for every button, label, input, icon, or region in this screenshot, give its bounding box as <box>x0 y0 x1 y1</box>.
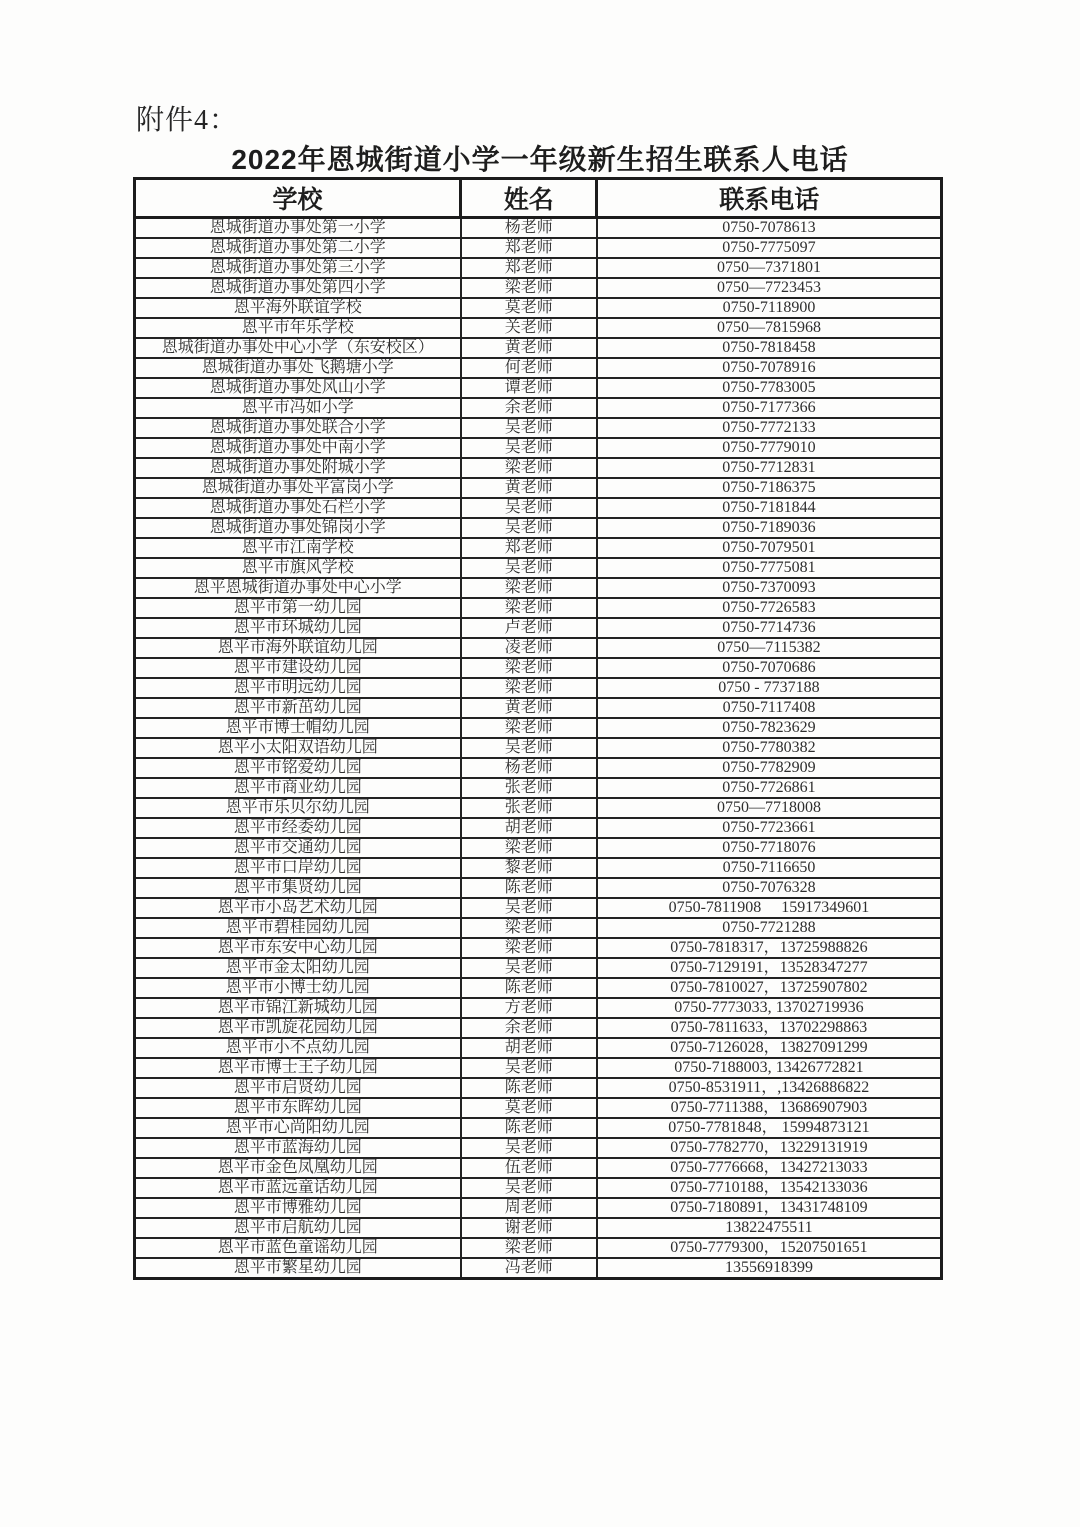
table-row <box>135 938 942 958</box>
table-row <box>135 318 942 338</box>
name-cell: 郑老师 <box>461 538 597 558</box>
school-cell: 恩城街道办事处平富岗小学 <box>135 478 461 498</box>
phone-cell: 0750-7726583 <box>597 598 942 618</box>
name-cell: 莫老师 <box>461 298 597 318</box>
phone-cell: 0750—7718008 <box>597 798 942 818</box>
table-row <box>135 1038 942 1058</box>
name-cell: 张老师 <box>461 778 597 798</box>
name-cell: 卢老师 <box>461 618 597 638</box>
table-row <box>135 1058 942 1078</box>
school-cell: 恩平市东安中心幼儿园 <box>135 938 461 958</box>
school-cell: 恩平市蓝色童谣幼儿园 <box>135 1238 461 1258</box>
name-cell: 吴老师 <box>461 1178 597 1198</box>
name-cell: 周老师 <box>461 1198 597 1218</box>
phone-cell: 0750-7721288 <box>597 918 942 938</box>
school-cell: 恩城街道办事处附城小学 <box>135 458 461 478</box>
table-row <box>135 1258 942 1279</box>
table-row <box>135 698 942 718</box>
school-cell: 恩平市博士王子幼儿园 <box>135 1058 461 1078</box>
phone-cell: 0750-7116650 <box>597 858 942 878</box>
phone-cell: 0750-7779010 <box>597 438 942 458</box>
school-cell: 恩平市小不点幼儿园 <box>135 1038 461 1058</box>
phone-cell: 0750-7177366 <box>597 398 942 418</box>
phone-cell: 0750-7823629 <box>597 718 942 738</box>
name-cell: 胡老师 <box>461 1038 597 1058</box>
name-cell: 谭老师 <box>461 378 597 398</box>
name-cell: 黄老师 <box>461 338 597 358</box>
table-row <box>135 378 942 398</box>
name-cell: 吴老师 <box>461 898 597 918</box>
phone-cell: 0750-7079501 <box>597 538 942 558</box>
school-cell: 恩平市交通幼儿园 <box>135 838 461 858</box>
phone-cell: 0750—7815968 <box>597 318 942 338</box>
school-cell: 恩平市明远幼儿园 <box>135 678 461 698</box>
school-cell: 恩平小太阳双语幼儿园 <box>135 738 461 758</box>
name-cell: 莫老师 <box>461 1098 597 1118</box>
phone-cell: 0750-7118900 <box>597 298 942 318</box>
school-cell: 恩平市锦江新城幼儿园 <box>135 998 461 1018</box>
name-cell: 梁老师 <box>461 458 597 478</box>
phone-cell: 0750-7782770，13229131919 <box>597 1138 942 1158</box>
name-cell: 胡老师 <box>461 818 597 838</box>
phone-cell: 0750-7775081 <box>597 558 942 578</box>
phone-cell: 0750-7811633，13702298863 <box>597 1018 942 1038</box>
phone-cell: 0750-7776668，13427213033 <box>597 1158 942 1178</box>
school-cell: 恩平市年乐学校 <box>135 318 461 338</box>
table-row <box>135 258 942 278</box>
name-cell: 梁老师 <box>461 1238 597 1258</box>
name-cell: 郑老师 <box>461 258 597 278</box>
school-cell: 恩平市江南学校 <box>135 538 461 558</box>
phone-cell: 0750-7783005 <box>597 378 942 398</box>
table-row <box>135 558 942 578</box>
phone-cell: 0750-7189036 <box>597 518 942 538</box>
name-cell: 吴老师 <box>461 498 597 518</box>
table-row <box>135 598 942 618</box>
table-row <box>135 398 942 418</box>
phone-cell: 0750-7126028，13827091299 <box>597 1038 942 1058</box>
table-row <box>135 658 942 678</box>
phone-cell: 0750-7370093 <box>597 578 942 598</box>
school-cell: 恩平市环城幼儿园 <box>135 618 461 638</box>
school-cell: 恩平海外联谊学校 <box>135 298 461 318</box>
phone-cell: 0750-7780382 <box>597 738 942 758</box>
school-cell: 恩平市建设幼儿园 <box>135 658 461 678</box>
table-row <box>135 918 942 938</box>
phone-cell: 0750-7070686 <box>597 658 942 678</box>
name-cell: 杨老师 <box>461 218 597 239</box>
school-cell: 恩城街道办事处第四小学 <box>135 278 461 298</box>
school-cell: 恩城街道办事处飞鹅塘小学 <box>135 358 461 378</box>
school-cell: 恩平市旗风学校 <box>135 558 461 578</box>
name-cell: 吴老师 <box>461 738 597 758</box>
school-cell: 恩平市新茁幼儿园 <box>135 698 461 718</box>
school-cell: 恩平恩城街道办事处中心小学 <box>135 578 461 598</box>
school-cell: 恩平市蓝海幼儿园 <box>135 1138 461 1158</box>
school-cell: 恩城街道办事处锦岗小学 <box>135 518 461 538</box>
school-cell: 恩城街道办事处第二小学 <box>135 238 461 258</box>
school-cell: 恩城街道办事处第三小学 <box>135 258 461 278</box>
table-row <box>135 1198 942 1218</box>
name-cell: 陈老师 <box>461 1078 597 1098</box>
name-cell: 伍老师 <box>461 1158 597 1178</box>
phone-cell: 0750-7726861 <box>597 778 942 798</box>
name-cell: 陈老师 <box>461 978 597 998</box>
table-row <box>135 778 942 798</box>
school-cell: 恩平市铭爱幼儿园 <box>135 758 461 778</box>
name-cell: 张老师 <box>461 798 597 818</box>
phone-cell: 0750-7186375 <box>597 478 942 498</box>
phone-cell: 0750-7811908 15917349601 <box>597 898 942 918</box>
school-cell: 恩平市集贤幼儿园 <box>135 878 461 898</box>
header-row <box>135 179 942 218</box>
attachment-label: 附件4： <box>136 105 239 136</box>
table-row <box>135 218 942 239</box>
table-row <box>135 458 942 478</box>
name-cell: 吴老师 <box>461 958 597 978</box>
name-cell: 关老师 <box>461 318 597 338</box>
phone-cell: 0750-7710188，13542133036 <box>597 1178 942 1198</box>
name-cell: 吴老师 <box>461 558 597 578</box>
school-cell: 恩平市冯如小学 <box>135 398 461 418</box>
school-cell: 恩城街道办事处中心小学（东安校区） <box>135 338 461 358</box>
header-school: 学校 <box>135 179 461 218</box>
table-row <box>135 1118 942 1138</box>
table-row <box>135 538 942 558</box>
phone-cell: 0750-7117408 <box>597 698 942 718</box>
school-cell: 恩平市金色凤凰幼儿园 <box>135 1158 461 1178</box>
school-cell: 恩平市启贤幼儿园 <box>135 1078 461 1098</box>
phone-cell: 0750-7188003, 13426772821 <box>597 1058 942 1078</box>
phone-cell: 0750-7772133 <box>597 418 942 438</box>
school-cell: 恩城街道办事处第一小学 <box>135 218 461 239</box>
school-cell: 恩平市海外联谊幼儿园 <box>135 638 461 658</box>
table-row <box>135 618 942 638</box>
table-row <box>135 1238 942 1258</box>
school-cell: 恩平市博士帽幼儿园 <box>135 718 461 738</box>
phone-cell: 0750-7723661 <box>597 818 942 838</box>
name-cell: 郑老师 <box>461 238 597 258</box>
table-row <box>135 358 942 378</box>
table-row <box>135 1178 942 1198</box>
school-cell: 恩平市启航幼儿园 <box>135 1218 461 1238</box>
name-cell: 梁老师 <box>461 658 597 678</box>
table-row <box>135 498 942 518</box>
name-cell: 冯老师 <box>461 1258 597 1279</box>
name-cell: 黄老师 <box>461 478 597 498</box>
phone-cell: 13822475511 <box>597 1218 942 1238</box>
table-row <box>135 998 942 1018</box>
phone-cell: 0750-7078916 <box>597 358 942 378</box>
phone-cell: 0750-7129191，13528347277 <box>597 958 942 978</box>
table-row <box>135 718 942 738</box>
phone-cell: 0750-7782909 <box>597 758 942 778</box>
school-cell: 恩平市经委幼儿园 <box>135 818 461 838</box>
table-row <box>135 738 942 758</box>
header-name: 姓名 <box>461 179 597 218</box>
school-cell: 恩平市蓝远童话幼儿园 <box>135 1178 461 1198</box>
phone-cell: 0750—7371801 <box>597 258 942 278</box>
phone-cell: 13556918399 <box>597 1258 942 1279</box>
name-cell: 梁老师 <box>461 278 597 298</box>
phone-cell: 0750 - 7737188 <box>597 678 942 698</box>
table-row <box>135 638 942 658</box>
table-row <box>135 438 942 458</box>
school-cell: 恩平市心尚阳幼儿园 <box>135 1118 461 1138</box>
table-row <box>135 1138 942 1158</box>
name-cell: 陈老师 <box>461 1118 597 1138</box>
school-cell: 恩平市乐贝尔幼儿园 <box>135 798 461 818</box>
table-row <box>135 758 942 778</box>
name-cell: 吴老师 <box>461 518 597 538</box>
phone-cell: 0750-7180891，13431748109 <box>597 1198 942 1218</box>
name-cell: 凌老师 <box>461 638 597 658</box>
table-row <box>135 898 942 918</box>
table-row <box>135 278 942 298</box>
table-body <box>135 218 942 1279</box>
phone-cell: 0750-7181844 <box>597 498 942 518</box>
table-row <box>135 878 942 898</box>
phone-cell: 0750-7775097 <box>597 238 942 258</box>
phone-cell: 0750-7818317，13725988826 <box>597 938 942 958</box>
school-cell: 恩平市凯旋花园幼儿园 <box>135 1018 461 1038</box>
name-cell: 谢老师 <box>461 1218 597 1238</box>
school-cell: 恩平市博雅幼儿园 <box>135 1198 461 1218</box>
phone-cell: 0750—7723453 <box>597 278 942 298</box>
phone-cell: 0750—7115382 <box>597 638 942 658</box>
school-cell: 恩平市东晖幼儿园 <box>135 1098 461 1118</box>
name-cell: 吴老师 <box>461 418 597 438</box>
school-cell: 恩平市金太阳幼儿园 <box>135 958 461 978</box>
phone-cell: 0750-7781848， 15994873121 <box>597 1118 942 1138</box>
table-row <box>135 838 942 858</box>
school-cell: 恩城街道办事处石栏小学 <box>135 498 461 518</box>
table-row <box>135 238 942 258</box>
phone-cell: 0750-7718076 <box>597 838 942 858</box>
school-cell: 恩平市小岛艺术幼儿园 <box>135 898 461 918</box>
school-cell: 恩平市繁星幼儿园 <box>135 1258 461 1279</box>
name-cell: 黎老师 <box>461 858 597 878</box>
phone-cell: 0750-8531911，,13426886822 <box>597 1078 942 1098</box>
name-cell: 余老师 <box>461 1018 597 1038</box>
name-cell: 梁老师 <box>461 678 597 698</box>
table-row <box>135 518 942 538</box>
table-row <box>135 418 942 438</box>
table-row <box>135 1098 942 1118</box>
table-row <box>135 818 942 838</box>
phone-cell: 0750-7714736 <box>597 618 942 638</box>
phone-cell: 0750-7078613 <box>597 218 942 239</box>
table-row <box>135 1158 942 1178</box>
phone-cell: 0750-7711388，13686907903 <box>597 1098 942 1118</box>
name-cell: 梁老师 <box>461 838 597 858</box>
school-cell: 恩平市碧桂园幼儿园 <box>135 918 461 938</box>
school-cell: 恩平市口岸幼儿园 <box>135 858 461 878</box>
school-cell: 恩城街道办事处中南小学 <box>135 438 461 458</box>
name-cell: 何老师 <box>461 358 597 378</box>
header-phone: 联系电话 <box>597 179 942 218</box>
name-cell: 梁老师 <box>461 918 597 938</box>
table-row <box>135 1218 942 1238</box>
phone-cell: 0750-7779300，15207501651 <box>597 1238 942 1258</box>
name-cell: 梁老师 <box>461 938 597 958</box>
name-cell: 吴老师 <box>461 1138 597 1158</box>
page-title: 2022年恩城街道小学一年级新生招生联系人电话 <box>231 144 849 175</box>
phone-cell: 0750-7712831 <box>597 458 942 478</box>
school-cell: 恩城街道办事处联合小学 <box>135 418 461 438</box>
name-cell: 方老师 <box>461 998 597 1018</box>
school-cell: 恩平市小博士幼儿园 <box>135 978 461 998</box>
name-cell: 陈老师 <box>461 878 597 898</box>
table-row <box>135 478 942 498</box>
table-row <box>135 858 942 878</box>
table-row <box>135 958 942 978</box>
table-row <box>135 1018 942 1038</box>
name-cell: 梁老师 <box>461 718 597 738</box>
phone-cell: 0750-7810027，13725907802 <box>597 978 942 998</box>
table-row <box>135 298 942 318</box>
phone-cell: 0750-7076328 <box>597 878 942 898</box>
table-row <box>135 978 942 998</box>
name-cell: 黄老师 <box>461 698 597 718</box>
table-row <box>135 798 942 818</box>
contact-table <box>133 177 943 1280</box>
school-cell: 恩平市第一幼儿园 <box>135 598 461 618</box>
school-cell: 恩平市商业幼儿园 <box>135 778 461 798</box>
table-row <box>135 1078 942 1098</box>
name-cell: 余老师 <box>461 398 597 418</box>
table-row <box>135 678 942 698</box>
table-row <box>135 578 942 598</box>
phone-cell: 0750-7773033, 13702719936 <box>597 998 942 1018</box>
phone-cell: 0750-7818458 <box>597 338 942 358</box>
name-cell: 梁老师 <box>461 578 597 598</box>
school-cell: 恩城街道办事处风山小学 <box>135 378 461 398</box>
name-cell: 吴老师 <box>461 1058 597 1078</box>
name-cell: 梁老师 <box>461 598 597 618</box>
name-cell: 吴老师 <box>461 438 597 458</box>
table-row <box>135 338 942 358</box>
name-cell: 杨老师 <box>461 758 597 778</box>
